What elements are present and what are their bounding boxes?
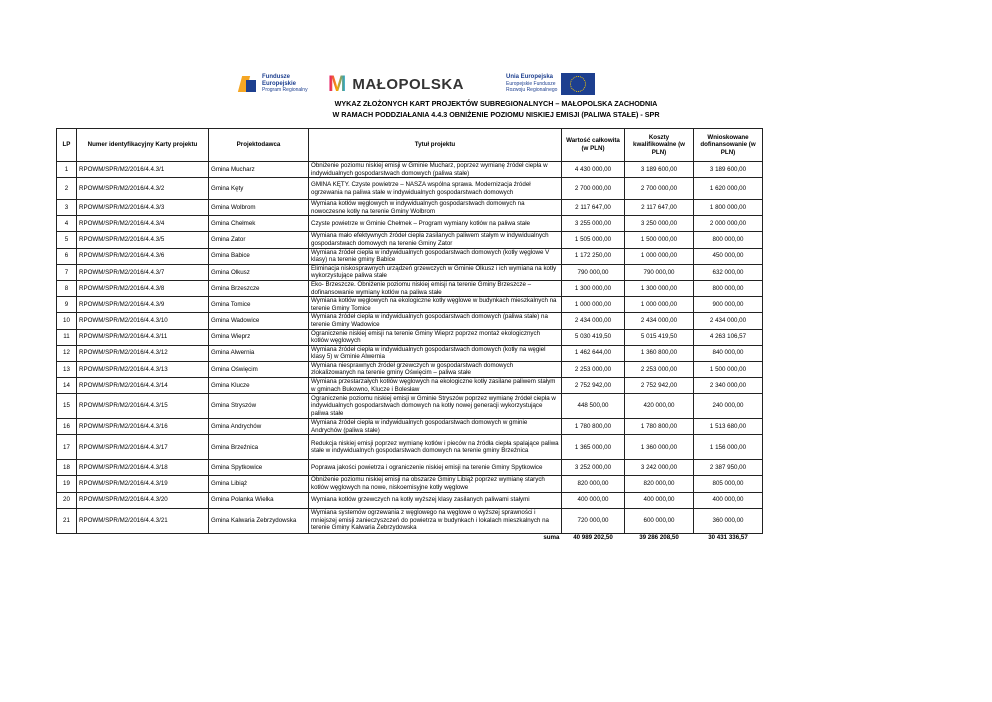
cell-requested: 1 513 680,00 (694, 419, 763, 435)
cell-lp: 6 (57, 248, 77, 264)
malopolska-name: MAŁOPOLSKA (352, 75, 464, 93)
cell-total: 3 252 000,00 (562, 460, 625, 476)
cell-total: 1 172 250,00 (562, 248, 625, 264)
cell-lp: 13 (57, 361, 77, 377)
cell-lp: 5 (57, 232, 77, 248)
cell-lp: 7 (57, 264, 77, 280)
cell-applicant: Gmina Libiąż (209, 476, 309, 492)
header-id: Numer identyfikacyjny Karty projektu (77, 129, 209, 162)
cell-eligible: 2 117 647,00 (625, 200, 694, 216)
cell-id: RPOWM/SPR/M2/2016/4.4.3/1 (77, 162, 209, 178)
cell-applicant: Gmina Klucze (209, 378, 309, 394)
cell-total: 1 000 000,00 (562, 297, 625, 313)
fe-line1: Fundusze (262, 74, 290, 81)
cell-total: 4 430 000,00 (562, 162, 625, 178)
table-row (57, 313, 763, 329)
cell-requested: 240 000,00 (694, 394, 763, 419)
table-row (57, 178, 763, 200)
cell-requested: 4 263 106,57 (694, 329, 763, 345)
cell-total: 1 462 644,00 (562, 345, 625, 361)
cell-eligible: 600 000,00 (625, 508, 694, 533)
table-row (57, 216, 763, 232)
cell-total: 1 780 800,00 (562, 419, 625, 435)
cell-project-title: Wymiana źródeł ciepła w indywidualnych gospodarstwach domowych (kotły na węgiel klasy 5) w Gminie Alwernia (309, 345, 562, 361)
cell-requested: 2 387 950,00 (694, 460, 763, 476)
cell-requested: 1 620 000,00 (694, 178, 763, 200)
cell-project-title: Czyste powietrze w Gminie Chełmek – Program wymiany kotłów na paliwa stałe (309, 216, 562, 232)
fe-line2: Europejskie (262, 80, 297, 87)
cell-requested: 2 000 000,00 (694, 216, 763, 232)
cell-id: RPOWM/SPR/M2/2016/4.4.3/12 (77, 345, 209, 361)
cell-id: RPOWM/SPR/M2/2016/4.4.3/18 (77, 460, 209, 476)
cell-id: RPOWM/SPR/M2/2016/4.4.3/8 (77, 280, 209, 296)
header-total: Wartość całkowita (w PLN) (562, 129, 625, 162)
cell-requested: 800 000,00 (694, 280, 763, 296)
cell-id: RPOWM/SPR/M2/2016/4.4.3/4 (77, 216, 209, 232)
table-row (57, 162, 763, 178)
cell-eligible: 5 015 419,50 (625, 329, 694, 345)
cell-requested: 360 000,00 (694, 508, 763, 533)
cell-eligible: 3 250 000,00 (625, 216, 694, 232)
table-row (57, 394, 763, 419)
cell-project-title: Wymiana mało efektywnych źródeł ciepła zasilanych paliwem stałym w indywidualnych gospodarstwach domowych na terenie Gminy Zator (309, 232, 562, 248)
cell-total: 400 000,00 (562, 492, 625, 508)
header-requested: Wnioskowane dofinansowanie (w PLN) (694, 129, 763, 162)
table-row (57, 378, 763, 394)
cell-applicant: Gmina Chełmek (209, 216, 309, 232)
cell-total: 720 000,00 (562, 508, 625, 533)
cell-project-title: Eliminacja niskosprawnych urządzeń grzewczych w Gminie Olkusz i ich wymiana na kotły wykorzystujące paliwa stałe (309, 264, 562, 280)
cell-applicant: Gmina Spytkowice (209, 460, 309, 476)
table-row (57, 419, 763, 435)
cell-id: RPOWM/SPR/M2/2016/4.4.3/7 (77, 264, 209, 280)
cell-lp: 20 (57, 492, 77, 508)
cell-requested: 632 000,00 (694, 264, 763, 280)
cell-applicant: Gmina Polanka Wielka (209, 492, 309, 508)
header-eligible: Koszty kwalifikowalne (w PLN) (625, 129, 694, 162)
cell-project-title: Wymiana niesprawnych źródeł grzewczych w gospodarstwach domowych zlokalizowanych na terenie gminy Oświęcim – paliwa stałe (309, 361, 562, 377)
cell-eligible: 1 000 000,00 (625, 248, 694, 264)
table-row (57, 435, 763, 460)
logo-bar (0, 72, 992, 96)
cell-requested: 450 000,00 (694, 248, 763, 264)
cell-eligible: 2 752 942,00 (625, 378, 694, 394)
cell-requested: 1 156 000,00 (694, 435, 763, 460)
cell-id: RPOWM/SPR/M2/2016/4.4.3/2 (77, 178, 209, 200)
cell-applicant: Gmina Brzeszcze (209, 280, 309, 296)
table-row (57, 361, 763, 377)
cell-eligible: 2 253 000,00 (625, 361, 694, 377)
cell-project-title: Wymiana systemów ogrzewania z węglowego na węglowe o wyższej sprawności i mniejszej emisji zanieczyszczeń do powietrza w budynkach i lokalach mieszkalnych na terenie Gminy Kalwaria Zebrzydowska (309, 508, 562, 533)
cell-eligible: 2 434 000,00 (625, 313, 694, 329)
cell-project-title: Wymiana źródeł ciepła w indywidualnych gospodarstwach domowych (kotły węglowe V klasy) na terenie gminy Babice (309, 248, 562, 264)
sum-label: suma (543, 534, 560, 542)
cell-id: RPOWM/SPR/M2/2016/4.4.3/14 (77, 378, 209, 394)
cell-id: RPOWM/SPR/M2/2016/4.4.3/20 (77, 492, 209, 508)
table-header-row (57, 129, 763, 162)
sum-row (57, 533, 763, 543)
cell-applicant: Gmina Kęty (209, 178, 309, 200)
cell-id: RPOWM/SPR/M2/2016/4.4.3/5 (77, 232, 209, 248)
cell-id: RPOWM/SPR/M2/2016/4.4.3/6 (77, 248, 209, 264)
cell-total: 820 000,00 (562, 476, 625, 492)
cell-applicant: Gmina Wieprz (209, 329, 309, 345)
malopolska-mark-icon: M (328, 71, 347, 96)
cell-eligible: 1 780 800,00 (625, 419, 694, 435)
cell-eligible: 1 360 000,00 (625, 435, 694, 460)
projects-table (56, 128, 763, 543)
cell-project-title: Wymiana kotłów węglowych w indywidualnych gospodarstwach domowych na nowoczesne kotły na terenie Gminy Wolbrom (309, 200, 562, 216)
cell-total: 2 752 942,00 (562, 378, 625, 394)
cell-applicant: Gmina Mucharz (209, 162, 309, 178)
cell-project-title: Wymiana źródeł ciepła w indywidualnych gospodarstwach domowych (paliwa stałe) na terenie Gminy Wadowice (309, 313, 562, 329)
cell-project-title: Wymiana kotłów węglowych na ekologiczne kotły węglowe w budynkach mieszkalnych na terenie Gminy Tomice (309, 297, 562, 313)
cell-lp: 1 (57, 162, 77, 178)
cell-requested: 840 000,00 (694, 345, 763, 361)
cell-project-title: GMINA KĘTY. Czyste powietrze – NASZA wspólna sprawa. Modernizacja źródeł ogrzewania na paliwa stałe w indywidualnych gospodarstwach domowych (309, 178, 562, 200)
table-row (57, 345, 763, 361)
cell-project-title: Ograniczenie poziomu niskiej emisji w Gminie Stryszów poprzez wymianę źródeł ciepła w indywidualnych gospodarstwach domowych na kotły nowej generacji wykorzystujące paliwa stałe (309, 394, 562, 419)
cell-project-title: Ograniczenie niskiej emisji na terenie Gminy Wieprz poprzez montaż ekologicznych kotłów węglowych (309, 329, 562, 345)
ue-line1: Unia Europejska (506, 74, 554, 81)
cell-eligible: 820 000,00 (625, 476, 694, 492)
sum-total: 40 989 202,50 (573, 534, 613, 542)
cell-requested: 3 189 600,00 (694, 162, 763, 178)
cell-lp: 8 (57, 280, 77, 296)
malopolska-logo (328, 72, 464, 96)
cell-total: 790 000,00 (562, 264, 625, 280)
cell-applicant: Gmina Andrychów (209, 419, 309, 435)
cell-applicant: Gmina Tomice (209, 297, 309, 313)
cell-eligible: 420 000,00 (625, 394, 694, 419)
ue-line2: Europejskie Fundusze (506, 80, 556, 87)
cell-lp: 16 (57, 419, 77, 435)
table-row (57, 232, 763, 248)
cell-total: 1 300 000,00 (562, 280, 625, 296)
cell-id: RPOWM/SPR/M2/2016/4.4.3/17 (77, 435, 209, 460)
cell-project-title: Wymiana źródeł ciepła w indywidualnych gospodarstwach domowych w gminie Andrychów (paliwa stałe) (309, 419, 562, 435)
cell-project-title: Obniżenie poziomu niskiej emisji w Gminie Mucharz, poprzez wymianę źródeł ciepła w indywidualnych gospodarstwach domowych (paliwa stałe) (309, 162, 562, 178)
cell-total: 1 505 000,00 (562, 232, 625, 248)
cell-total: 2 253 000,00 (562, 361, 625, 377)
cell-lp: 4 (57, 216, 77, 232)
header-applicant: Projektodawca (209, 129, 309, 162)
cell-lp: 14 (57, 378, 77, 394)
cell-requested: 800 000,00 (694, 232, 763, 248)
cell-project-title: Poprawa jakości powietrza i ograniczenie niskiej emisji na terenie Gminy Spytkowice (309, 460, 562, 476)
title-line2: W RAMACH PODDZIAŁANIA 4.4.3 OBNIŻENIE POZIOMU NISKIEJ EMISJI (PALIWA STAŁE) - SPR (332, 109, 660, 119)
cell-id: RPOWM/SPR/M2/2016/4.4.3/11 (77, 329, 209, 345)
cell-id: RPOWM/SPR/M2/2016/4.4.3/13 (77, 361, 209, 377)
cell-lp: 12 (57, 345, 77, 361)
table-row (57, 492, 763, 508)
fe-line3: Program Regionalny (262, 87, 308, 94)
cell-eligible: 400 000,00 (625, 492, 694, 508)
cell-requested: 400 000,00 (694, 492, 763, 508)
cell-requested: 2 340 000,00 (694, 378, 763, 394)
cell-project-title: Wymiana przestarzałych kotłów węglowych na ekologiczne kotły zasilane paliwem stałym w gminach Bukowno, Klucze i Bolesław (309, 378, 562, 394)
cell-applicant: Gmina Alwernia (209, 345, 309, 361)
cell-lp: 17 (57, 435, 77, 460)
cell-lp: 10 (57, 313, 77, 329)
unia-europejska-logo (506, 72, 595, 96)
cell-total: 448 500,00 (562, 394, 625, 419)
table-row (57, 297, 763, 313)
cell-total: 1 365 000,00 (562, 435, 625, 460)
cell-total: 2 117 647,00 (562, 200, 625, 216)
document-title (0, 99, 992, 120)
cell-lp: 19 (57, 476, 77, 492)
cell-requested: 2 434 000,00 (694, 313, 763, 329)
cell-applicant: Gmina Olkusz (209, 264, 309, 280)
cell-id: RPOWM/SPR/M2/2016/4.4.3/16 (77, 419, 209, 435)
cell-eligible: 1 300 000,00 (625, 280, 694, 296)
cell-applicant: Gmina Kalwaria Zebrzydowska (209, 508, 309, 533)
cell-eligible: 2 700 000,00 (625, 178, 694, 200)
table-row (57, 200, 763, 216)
cell-id: RPOWM/SPR/M2/2016/4.4.3/10 (77, 313, 209, 329)
cell-requested: 1 500 000,00 (694, 361, 763, 377)
table-row (57, 476, 763, 492)
cell-total: 2 434 000,00 (562, 313, 625, 329)
cell-lp: 2 (57, 178, 77, 200)
table-row (57, 460, 763, 476)
cell-applicant: Gmina Wolbrom (209, 200, 309, 216)
header-project-title: Tytuł projektu (309, 129, 562, 162)
cell-lp: 3 (57, 200, 77, 216)
cell-eligible: 1 360 800,00 (625, 345, 694, 361)
cell-eligible: 1 500 000,00 (625, 232, 694, 248)
cell-requested: 805 000,00 (694, 476, 763, 492)
cell-id: RPOWM/SPR/M2/2016/4.4.3/9 (77, 297, 209, 313)
cell-project-title: Obniżenie poziomu niskiej emisji na obszarze Gminy Libiąż poprzez wymianę starych kotłów węglowych na nowe, niskoemisyjne kotły węglowe (309, 476, 562, 492)
cell-applicant: Gmina Stryszów (209, 394, 309, 419)
cell-total: 2 700 000,00 (562, 178, 625, 200)
cell-eligible: 3 189 600,00 (625, 162, 694, 178)
cell-eligible: 3 242 000,00 (625, 460, 694, 476)
cell-id: RPOWM/SPR/M2/2016/4.4.3/19 (77, 476, 209, 492)
table-row (57, 508, 763, 533)
cell-lp: 18 (57, 460, 77, 476)
cell-lp: 11 (57, 329, 77, 345)
cell-lp: 15 (57, 394, 77, 419)
cell-project-title: Redukcja niskiej emisji poprzez wymianę kotłów i pieców na źródła ciepła spalające paliwa stałe w indywidualnych gospodarstwach domowych na terenie gminy Brzeźnica (309, 435, 562, 460)
cell-applicant: Gmina Brzeźnica (209, 435, 309, 460)
title-line1: WYKAZ ZŁOŻONYCH KART PROJEKTÓW SUBREGIONALNYCH – MAŁOPOLSKA ZACHODNIA (334, 99, 658, 108)
table-row (57, 329, 763, 345)
cell-requested: 1 800 000,00 (694, 200, 763, 216)
cell-applicant: Gmina Babice (209, 248, 309, 264)
ue-line3: Rozwoju Regionalnego (506, 87, 558, 94)
cell-applicant: Gmina Wadowice (209, 313, 309, 329)
cell-total: 3 255 000,00 (562, 216, 625, 232)
cell-id: RPOWM/SPR/M2/2016/4.4.3/15 (77, 394, 209, 419)
fe-mark-icon (238, 74, 258, 94)
cell-eligible: 790 000,00 (625, 264, 694, 280)
cell-lp: 9 (57, 297, 77, 313)
fundusze-europejskie-logo (238, 72, 308, 96)
cell-project-title: Eko- Brzeszcze. Obniżenie poziomu niskiej emisji na terenie Gminy Brzeszcze – dofinansowanie wymiany kotłów na paliwa stałe (309, 280, 562, 296)
cell-total: 5 030 419,50 (562, 329, 625, 345)
sum-requested: 30 431 336,57 (708, 534, 748, 542)
cell-project-title: Wymiana kotłów grzewczych na kotły wyższej klasy zasilanych paliwami stałymi (309, 492, 562, 508)
table-row (57, 248, 763, 264)
cell-applicant: Gmina Oświęcim (209, 361, 309, 377)
cell-applicant: Gmina Zator (209, 232, 309, 248)
eu-flag-icon (561, 73, 595, 95)
cell-id: RPOWM/SPR/M2/2016/4.4.3/21 (77, 508, 209, 533)
table-row (57, 264, 763, 280)
sum-eligible: 39 286 208,50 (639, 534, 679, 542)
cell-lp: 21 (57, 508, 77, 533)
cell-requested: 900 000,00 (694, 297, 763, 313)
table-row (57, 280, 763, 296)
header-lp: LP (57, 129, 77, 162)
cell-id: RPOWM/SPR/M2/2016/4.4.3/3 (77, 200, 209, 216)
cell-eligible: 1 000 000,00 (625, 297, 694, 313)
